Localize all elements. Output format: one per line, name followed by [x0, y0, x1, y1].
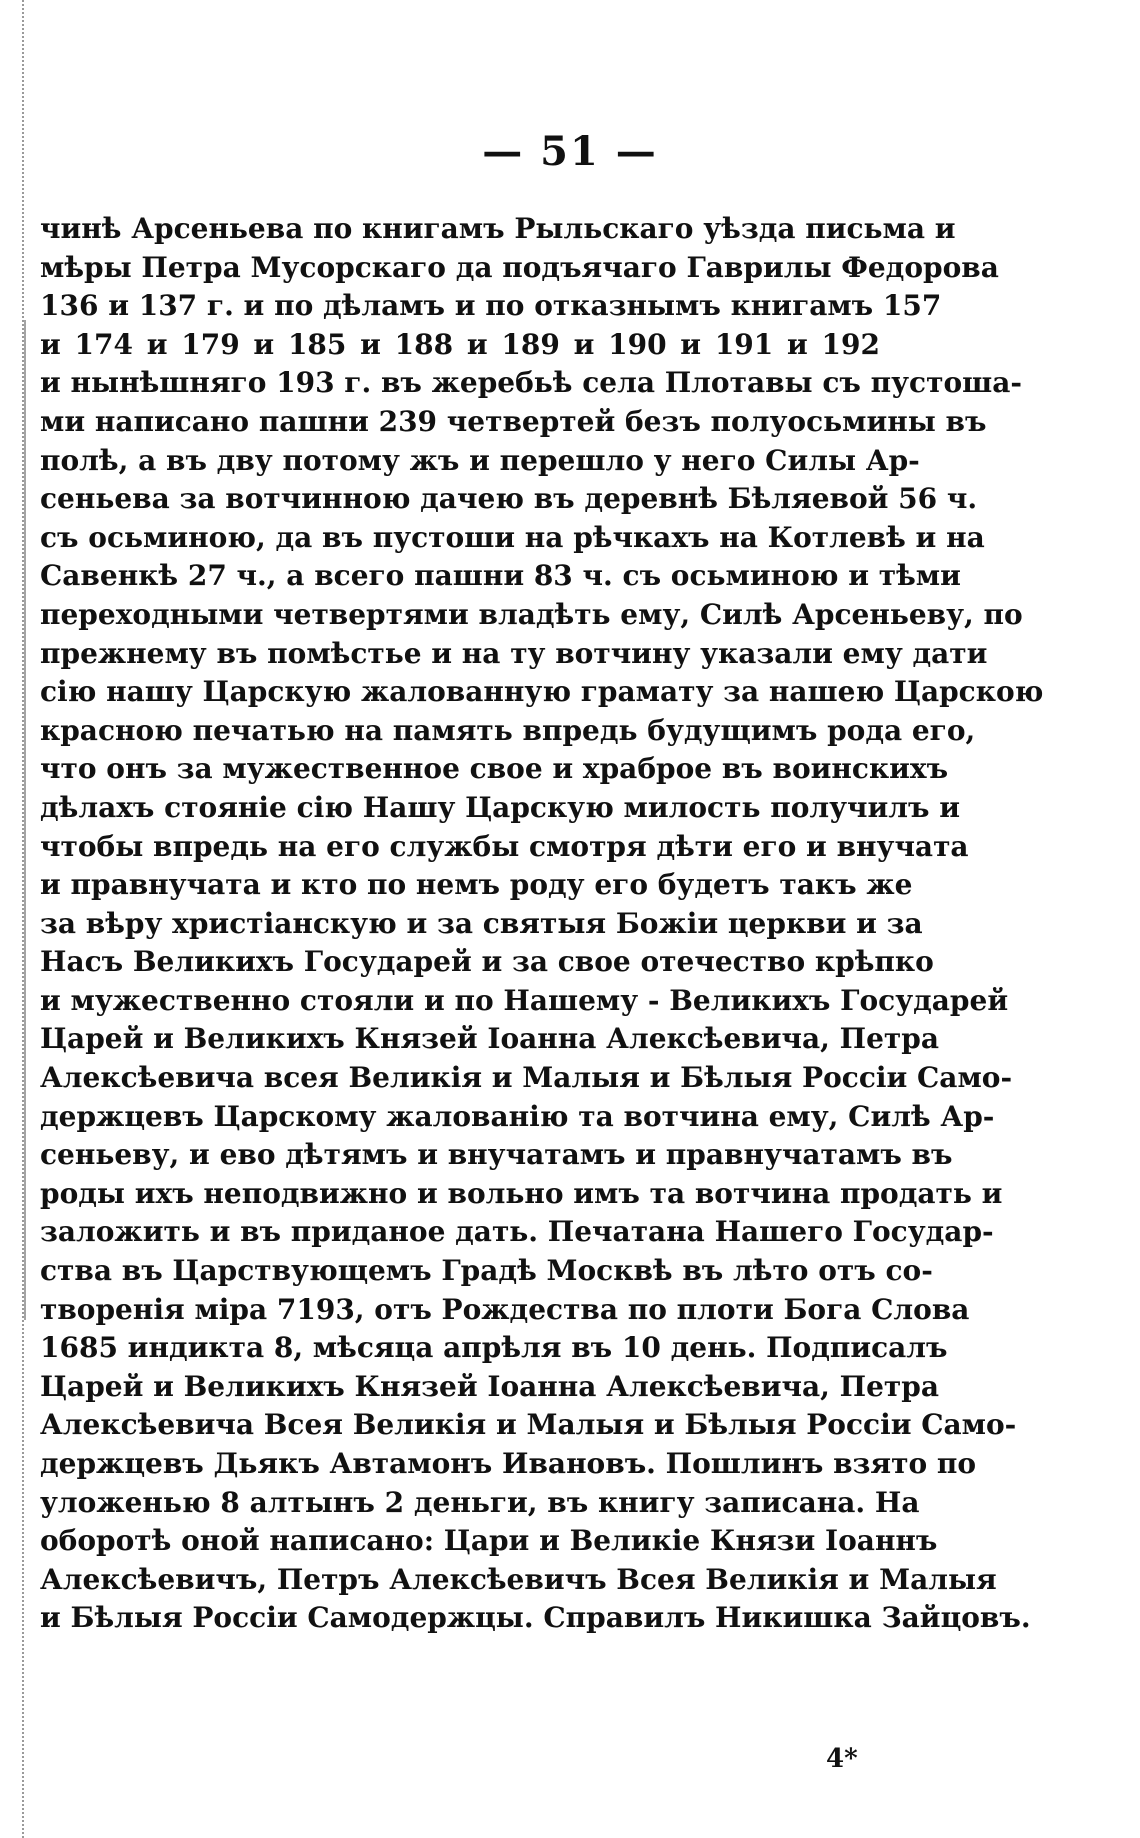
text-line: Алексѣевича Всея Великiя и Малыя и Бѣлыя Россiи Само-: [40, 1408, 1017, 1442]
text-line: сiю нашу Царскую жалованную грамату за нашею Царскою: [40, 675, 1044, 709]
text-line: съ осьминою, да въ пустоши на рѣчкахъ на Котлевѣ и на: [40, 520, 985, 554]
text-line: уложенью 8 алтынъ 2 деньги, въ книгу записана. На: [40, 1485, 920, 1519]
text-line: творенiя мiра 7193, отъ Рождества по плоти Бога Слова: [40, 1292, 970, 1326]
text-line: и правнучата и кто по немъ роду его будетъ такъ же: [40, 868, 913, 902]
text-line: Насъ Великихъ Государей и за свое отечество крѣпко: [40, 945, 934, 979]
text-line: сеньеву, и ево дѣтямъ и внучатамъ и правнучатамъ въ: [40, 1138, 953, 1172]
text-line: полѣ, а въ дву потому жъ и перешло у него Силы Ар-: [40, 443, 920, 477]
text-line: Алексѣевича всея Великiя и Малыя и Бѣлыя Россiи Само-: [40, 1061, 1013, 1095]
text-line: держцевъ Царскому жалованiю та вотчина ему, Силѣ Ар-: [40, 1099, 995, 1133]
page-number-header: — 51 —: [482, 128, 658, 175]
text-line: и Бѣлыя Россiи Самодержцы. Справилъ Никишка Зайцовъ.: [40, 1601, 1031, 1635]
text-line: чтобы впредь на его службы смотря дѣти его и внучата: [40, 829, 969, 863]
scan-edge-shadow: [24, 320, 26, 1320]
text-line: Алексѣевичъ, Петръ Алексѣевичъ Всея Великiя и Малыя: [40, 1562, 997, 1596]
body-text: [40, 210, 1044, 1638]
text-line: за вѣру христiанскую и за святыя Божiи церкви и за: [40, 906, 923, 940]
signature-mark: 4*: [826, 1744, 858, 1774]
text-line: мѣры Петра Мусорскаго да подъячаго Гаврилы Федорова: [40, 250, 999, 284]
text-line: Савенкѣ 27 ч., а всего пашни 83 ч. съ осьминою и тѣми: [40, 559, 961, 593]
text-line: оборотѣ оной написано: Цари и Великiе Князи Iоаннъ: [40, 1524, 938, 1558]
text-line: дѣлахъ стоянiе сiю Нашу Царскую милость получилъ и: [40, 790, 961, 824]
text-line: что онъ за мужественное свое и храброе въ воинскихъ: [40, 752, 949, 786]
text-line: и мужественно стояли и по Нашему - Великихъ Государей: [40, 983, 1009, 1017]
text-line: переходными четвертями владѣть ему, Силѣ Арсеньеву, по: [40, 597, 1023, 631]
text-line: и нынѣшняго 193 г. въ жеребьѣ села Плотавы съ пустоша-: [40, 366, 1022, 400]
text-line: ми написано пашни 239 четвертей безъ полуосьмины въ: [40, 404, 987, 438]
text-line: Царей и Великихъ Князей Iоанна Алексѣевича, Петра: [40, 1369, 939, 1403]
text-line: чинѣ Арсеньева по книгамъ Рыльскаго уѣзда письма и: [40, 212, 956, 245]
text-line: 136 и 137 г. и по дѣламъ и по отказнымъ книгамъ 157: [40, 289, 942, 323]
text-line: ства въ Царствующемъ Градѣ Москвѣ въ лѣто отъ со-: [40, 1254, 933, 1288]
text-line: и 174 и 179 и 185 и 188 и 189 и 190 и 191 и 192: [40, 327, 880, 361]
text-line: роды ихъ неподвижно и вольно имъ та вотчина продать и: [40, 1176, 1003, 1210]
text-line: Царей и Великихъ Князей Iоанна Алексѣевича, Петра: [40, 1022, 939, 1056]
text-line: красною печатью на память впредь будущимъ рода его,: [40, 713, 976, 747]
text-line: держцевъ Дьякъ Автамонъ Ивановъ. Пошлинъ взято по: [40, 1447, 977, 1480]
text-line: прежнему въ помѣстье и на ту вотчину указали ему дати: [40, 636, 988, 670]
text-line: сеньева за вотчинною дачею въ деревнѣ Бѣляевой 56 ч.: [40, 482, 978, 516]
text-line: заложить и въ приданое дать. Печатана Нашего Государ-: [40, 1215, 994, 1249]
text-line: 1685 индикта 8, мѣсяца апрѣля въ 10 день. Подписалъ: [40, 1331, 948, 1365]
